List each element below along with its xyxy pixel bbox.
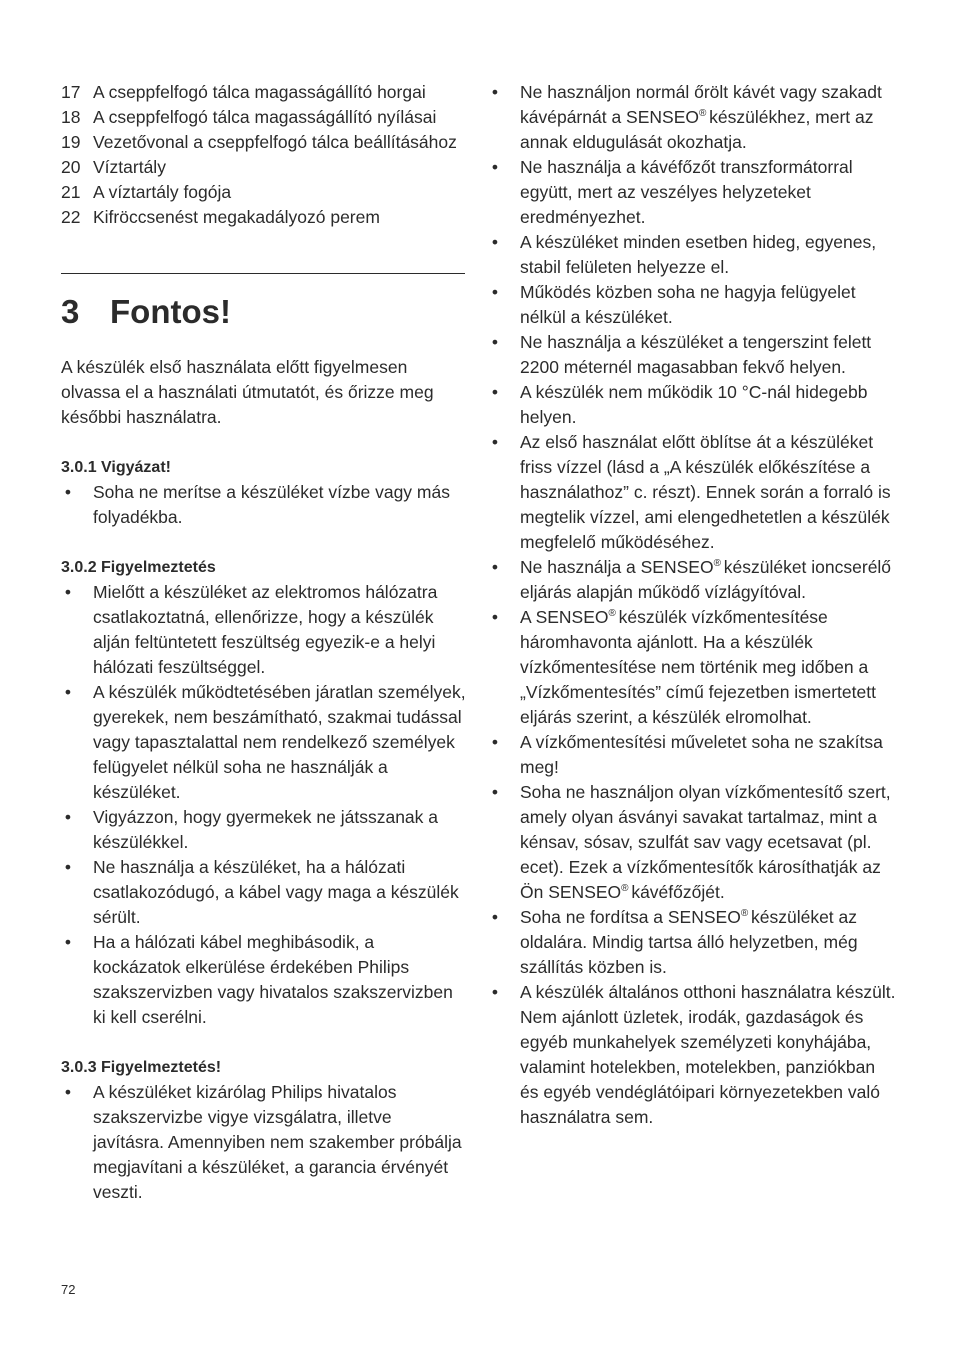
- bullet-item: • Ne használja a készüléket a tengerszint felett 2200 méternél magasabban fekvő helyen.: [491, 332, 872, 377]
- section-title: 3.0.2 Figyelmeztetés: [61, 559, 216, 576]
- bullet-item: • A készülék nem működik 10 °C-nál hidegebb helyen.: [491, 382, 868, 427]
- bullet-item: • Ne használja a kávéfőzőt transzformátorral együtt, mert az veszélyes helyzeteket eredményezhet.: [491, 157, 853, 227]
- page-number: 72: [61, 1282, 76, 1297]
- right-bullet-list: [488, 80, 898, 1130]
- parts-list: [61, 80, 466, 230]
- bullet-item: • Ne használja a SENSEO® készüléket ioncserélő eljárás alapján működő vízlágyítóval.: [491, 557, 892, 602]
- bullet-item: • A készüléket kizárólag Philips hivatalos szakszervizbe vigye vizsgálatra, illetve javításra. Amennyiben nem szakember próbálja megjavítani a készüléket, a garancia érvényét veszti.: [64, 1082, 462, 1202]
- bullet-item: • Ne használja a készüléket, ha a hálózati csatlakozódugó, a kábel vagy maga a készülék sérült.: [64, 857, 459, 927]
- chapter-divider: [61, 273, 465, 274]
- bullet-item: • Az első használat előtt öblítse át a készüléket friss vízzel (lásd a „A készülék előkészítése a használathoz” c. részt). Ennek során a forraló is megtelik vízzel, ami elengedhetetlen a készülék megfelelő működéséhez.: [491, 432, 891, 552]
- parts-list-item: 21 A víztartály fogója: [61, 182, 232, 202]
- parts-list-column: [61, 80, 466, 230]
- right-column: [488, 80, 898, 1130]
- bullet-item: • Soha ne fordítsa a SENSEO® készüléket az oldalára. Mindig tartsa álló helyzetben, még szállítás közben is.: [491, 907, 858, 977]
- bullet-item: • A készülék általános otthoni használatra készült. Nem ajánlott üzletek, irodák, gazdaságok és egyéb munkahelyek személyzeti konyhájába, valamint hotelekben, motelekben, panziókban és egyéb vendéglátóipari környezetekben való használatra sem.: [491, 982, 896, 1127]
- parts-list-item: 17 A cseppfelfogó tálca magasságállító horgai: [61, 82, 426, 102]
- chapter-number: 3: [61, 293, 80, 330]
- bullet-item: • Működés közben soha ne hagyja felügyelet nélkül a készüléket.: [491, 282, 856, 327]
- parts-list-item: 20 Víztartály: [61, 157, 166, 177]
- section-caution: [61, 455, 466, 530]
- parts-list-item: 18 A cseppfelfogó tálca magasságállító nyílásai: [61, 107, 437, 127]
- section-warning-2: [61, 1055, 466, 1205]
- bullet-item: • Mielőtt a készüléket az elektromos hálózatra csatlakoztatná, ellenőrizze, hogy a készülék alján feltüntetett feszültség egyezik-e a helyi hálózati feszültséggel.: [64, 582, 438, 677]
- bullet-item: • A készülék működtetésében járatlan személyek, gyerekek, nem beszámítható, szakmai tudással vagy tapasztalattal nem rendelkező személyek felügyelet nélkül soha ne használják a készüléket.: [64, 682, 466, 802]
- intro-paragraph: A készülék első használata előtt figyelmesen olvassa el a használati útmutatót, és őrizze meg későbbi használatra.: [61, 357, 434, 427]
- section-warning: [61, 555, 466, 1030]
- parts-list-item: 22 Kifröccsenést megakadályozó perem: [61, 207, 380, 227]
- chapter-title: Fontos!: [110, 293, 231, 330]
- bullet-item: • A SENSEO® készülék vízkőmentesítése háromhavonta ajánlott. Ha a készülék vízkőmentesítése nem történik meg időben a „Vízkőmentesítés” című fejezetben ismertetett eljárás szerint, a készülék elromolhat.: [491, 607, 876, 727]
- bullet-item: • A vízkőmentesítési műveletet soha ne szakítsa meg!: [491, 732, 883, 777]
- bullet-item: • Soha ne merítse a készüléket vízbe vagy más folyadékba.: [64, 482, 450, 527]
- bullet-item: • Ha a hálózati kábel meghibásodik, a kockázatok elkerülése érdekében Philips szakszervizben vagy hivatalos szakszervizben ki kell cserélni.: [64, 932, 453, 1027]
- bullet-item: • Vigyázzon, hogy gyermekek ne játsszanak a készülékkel.: [64, 807, 439, 852]
- section-title: 3.0.3 Figyelmeztetés!: [61, 1059, 222, 1076]
- safety-sections: [61, 455, 466, 1205]
- bullet-item: • Ne használjon normál őrölt kávét vagy szakadt kávépárnát a SENSEO® készülékhez, mert az annak eldugulását okozhatja.: [491, 82, 882, 152]
- bullet-item: • Soha ne használjon olyan vízkőmentesítő szert, amely olyan ásványi savakat tartalmaz, mint a kénsav, sósav, szulfát sav vagy ecetsavat (pl. ecet). Ezek a vízkőmentesítők károsíthatják az Ön SENSEO® kávéfőzőjét.: [491, 782, 891, 902]
- section-title: 3.0.1 Vigyázat!: [61, 459, 171, 476]
- chapter-heading: [61, 289, 231, 335]
- parts-list-item: 19 Vezetővonal a cseppfelfogó tálca beállításához: [61, 132, 457, 152]
- bullet-item: • A készüléket minden esetben hideg, egyenes, stabil felületen helyezze el.: [491, 232, 877, 277]
